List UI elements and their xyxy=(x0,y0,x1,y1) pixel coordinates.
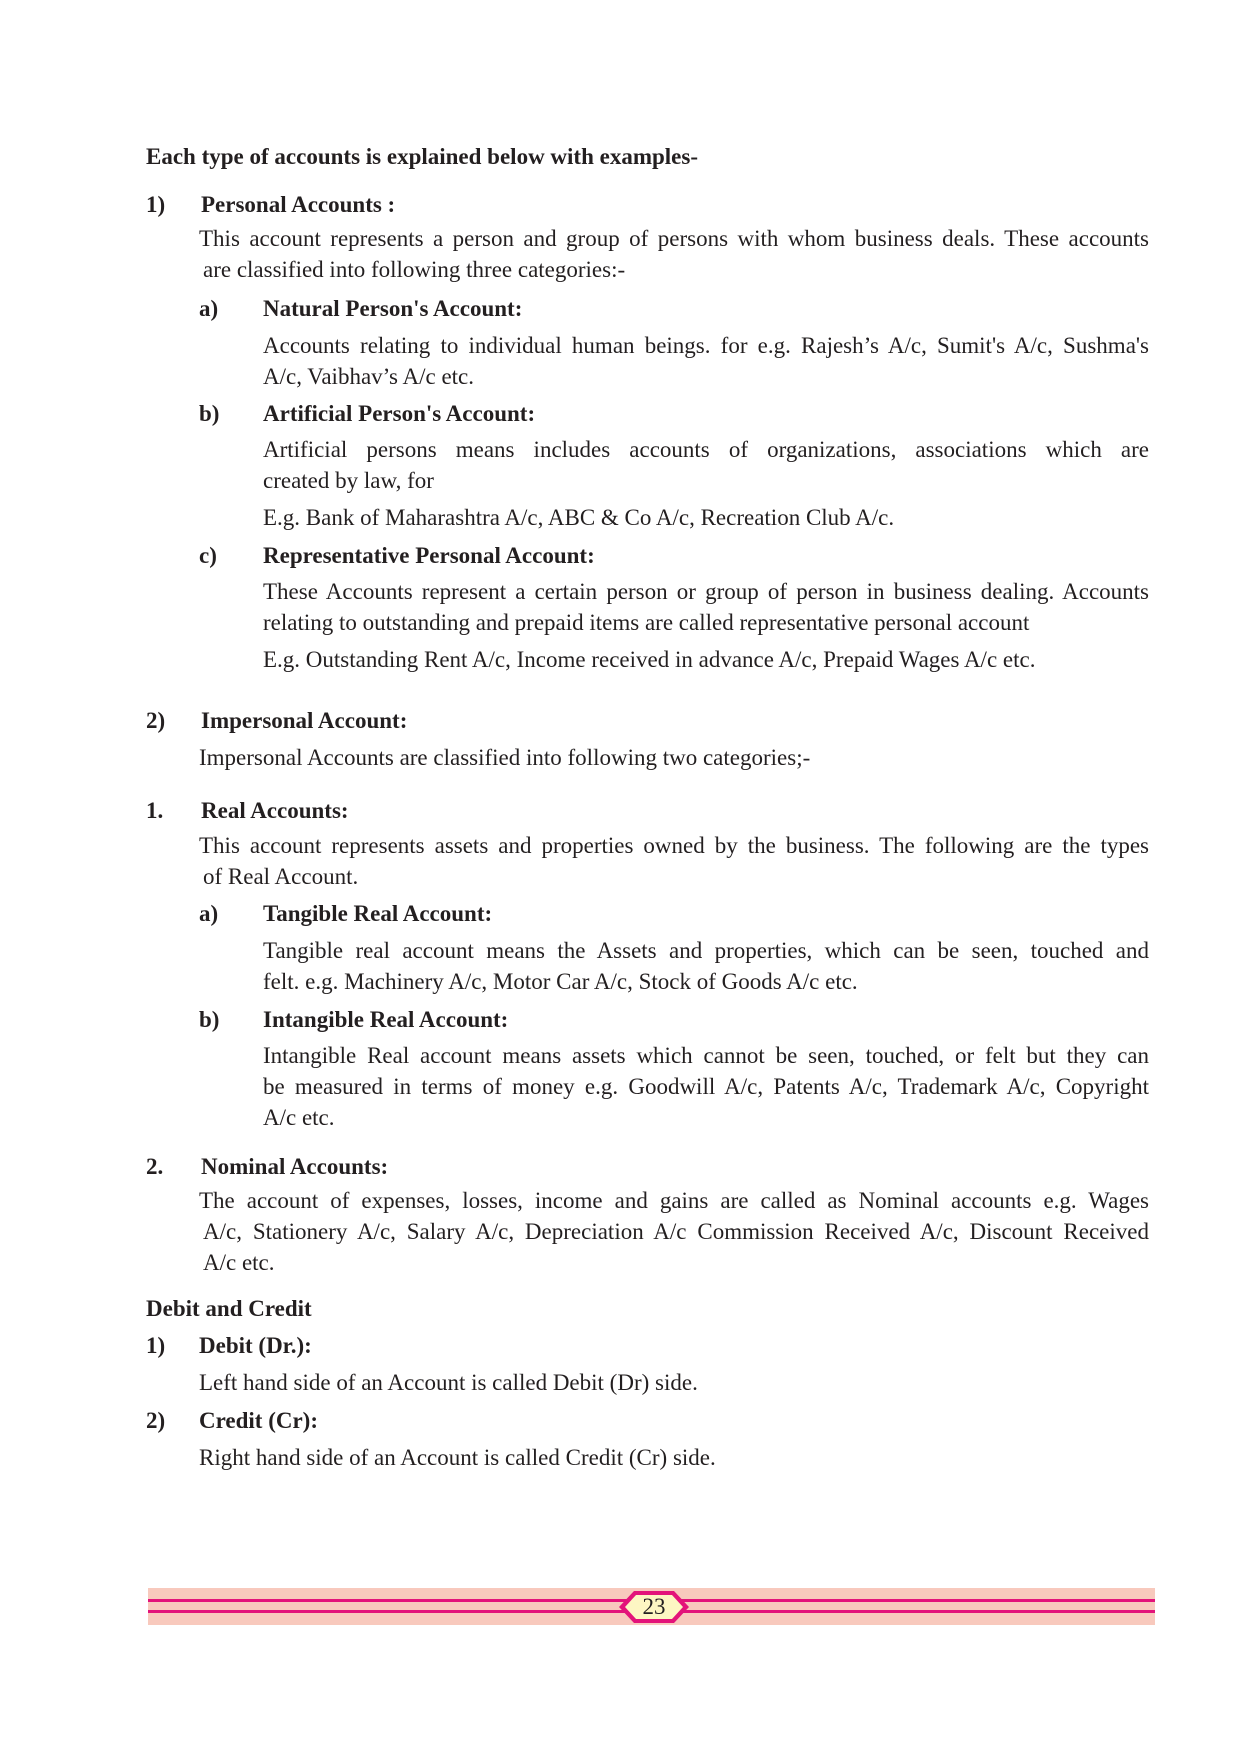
paragraph-line: are classified into following three categories:- xyxy=(203,257,626,282)
paragraph-line: Accounts relating to individual human beings. for e.g. Rajesh’s A/c, Sumit's A/c, Sushma's xyxy=(263,333,1149,358)
section-heading-debit-credit: Debit and Credit xyxy=(146,1296,312,1321)
section-number: 2) xyxy=(146,708,166,733)
intro-heading: Each type of accounts is explained below with examples- xyxy=(146,144,698,169)
paragraph-line: A/c etc. xyxy=(263,1105,335,1130)
paragraph-line: relating to outstanding and prepaid items are called representative personal account xyxy=(263,610,1030,635)
paragraph-line: The account of expenses, losses, income and gains are called as Nominal accounts e.g. Wages xyxy=(199,1188,1149,1213)
page-number: 23 xyxy=(642,1594,666,1619)
paragraph-line: A/c etc. xyxy=(203,1250,275,1275)
paragraph-line: These Accounts represent a certain person or group of person in business dealing. Accounts xyxy=(263,579,1149,604)
paragraph-line: This account represents a person and group of persons with whom business deals. These accounts xyxy=(199,226,1149,251)
section-heading-personal: Personal Accounts : xyxy=(201,192,396,217)
paragraph-line: felt. e.g. Machinery A/c, Motor Car A/c, Stock of Goods A/c etc. xyxy=(263,969,858,994)
section-number: 2) xyxy=(146,1408,166,1433)
section-number: 1. xyxy=(146,798,164,823)
subsection-letter: b) xyxy=(199,401,220,426)
subsection-letter: a) xyxy=(199,296,219,321)
paragraph-line: of Real Account. xyxy=(203,864,359,889)
section-heading-impersonal: Impersonal Account: xyxy=(201,708,408,733)
paragraph-line: Left hand side of an Account is called Debit (Dr) side. xyxy=(199,1370,698,1395)
paragraph-line: be measured in terms of money e.g. Goodwill A/c, Patents A/c, Trademark A/c, Copyright xyxy=(263,1074,1149,1099)
subsection-heading-tangible: Tangible Real Account: xyxy=(263,901,493,926)
paragraph-line: A/c, Stationery A/c, Salary A/c, Depreciation A/c Commission Received A/c, Discount Received xyxy=(203,1219,1149,1244)
section-number: 2. xyxy=(146,1154,164,1179)
paragraph-line: E.g. Bank of Maharashtra A/c, ABC & Co A/c, Recreation Club A/c. xyxy=(263,505,895,530)
section-heading-real: Real Accounts: xyxy=(201,798,349,823)
paragraph-line: Right hand side of an Account is called Credit (Cr) side. xyxy=(199,1445,716,1470)
subsection-heading-intangible: Intangible Real Account: xyxy=(263,1007,509,1032)
section-number: 1) xyxy=(146,1333,166,1358)
section-heading-nominal: Nominal Accounts: xyxy=(201,1154,389,1179)
subsection-heading-credit: Credit (Cr): xyxy=(199,1408,318,1433)
subsection-heading-natural-person: Natural Person's Account: xyxy=(263,296,523,321)
paragraph-line: Intangible Real account means assets which cannot be seen, touched, or felt but they can xyxy=(263,1043,1149,1068)
paragraph-line: created by law, for xyxy=(263,468,434,493)
paragraph-line: A/c, Vaibhav’s A/c etc. xyxy=(263,364,474,389)
paragraph-line: This account represents assets and properties owned by the business. The following are the types xyxy=(199,833,1149,858)
subsection-letter: a) xyxy=(199,901,219,926)
subsection-heading-debit: Debit (Dr.): xyxy=(199,1333,312,1358)
subsection-letter: b) xyxy=(199,1007,220,1032)
subsection-heading-artificial-person: Artificial Person's Account: xyxy=(263,401,536,426)
subsection-letter: c) xyxy=(199,543,217,568)
page-number-badge xyxy=(618,1590,690,1624)
subsection-heading-representative: Representative Personal Account: xyxy=(263,543,595,568)
section-number: 1) xyxy=(146,192,166,217)
paragraph-line: Tangible real account means the Assets and properties, which can be seen, touched and xyxy=(263,938,1149,963)
paragraph-line: Impersonal Accounts are classified into following two categories;- xyxy=(199,745,811,770)
paragraph-line: Artificial persons means includes accounts of organizations, associations which are xyxy=(263,437,1149,462)
paragraph-line: E.g. Outstanding Rent A/c, Income received in advance A/c, Prepaid Wages A/c etc. xyxy=(263,647,1036,672)
